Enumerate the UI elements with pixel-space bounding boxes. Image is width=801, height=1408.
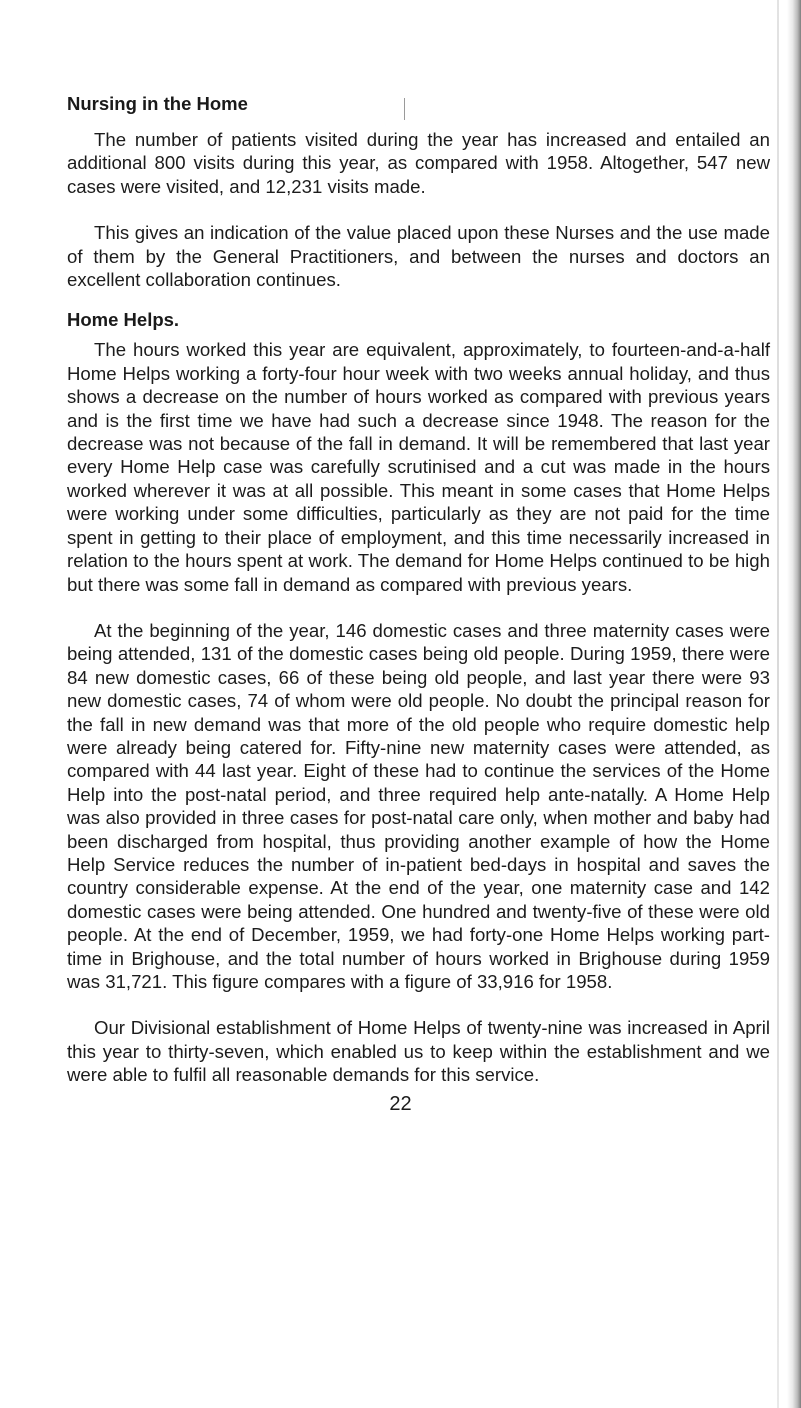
paragraph-home-helps-cases: At the beginning of the year, 146 domestic cases and three maternity cases were being attended, 131 of the domestic cases being old people. During 1959, there were 84 new domestic cases, 66 of these being old people, and last year there were 93 new domestic cases, 74 of whom were old people. No doubt the principal reason for the fall in new demand was that more of the old people who require domestic help were already being catered for. Fifty-nine new maternity cases were attended, as compared with 44 last year. Eight of these had to continue the services of the Home Help into the post-natal period, and three required help ante-natally. A Home Help was also provided in three cases for post-natal care only, when mother and baby had been discharged from hospital, thus providing another example of how the Home Help Service reduces the number of in-patient bed-days in hospital and saves the country considerable expense. At the end of the year, one maternity case and 142 domestic cases were being attended. One hundred and twenty-five of these were old people. At the end of December, 1959, we had forty-one Home Helps working part-time in Brighouse, and the total number of hours worked in Brighouse during 1959 was 31,721. This figure compares with a figure of 33,916 for 1958. [67,619,770,992]
paragraph-home-helps-establishment: Our Divisional establishment of Home Helps of twenty-nine was increased in April this year to thirty-seven, which enabled us to keep within the establishment and we were able to fulfil all reasonable demands for this service. [67,1017,770,1086]
page-number: 22 [389,1093,412,1115]
section-heading-home-helps: Home Helps. [67,309,180,331]
section-heading-nursing-in-the-home: Nursing in the Home [67,93,248,114]
scan-edge-shadow [787,0,801,1408]
paragraph-nursing-collaboration: This gives an indication of the value placed upon these Nurses and the use made of them by the General Practitioners, and between the nurses and doctors an excellent collaboration continues. [67,222,770,291]
paragraph-nursing-visits: The number of patients visited during the year has increased and entailed an additional 800 visits during this year, as compared with 1958. Altogether, 547 new cases were visited, and 12,231 visits made. [67,129,770,197]
nursing-section-body [67,128,770,291]
home-helps-section-body [67,338,770,1086]
scan-edge-line [777,0,779,1408]
text-column [67,92,770,1087]
paragraph-home-helps-hours: The hours worked this year are equivalent, approximately, to fourteen-and-a-half Home Helps working a forty-four hour week with two weeks annual holiday, and thus shows a decrease on the number of hours worked as compared with previous years and is the first time we have had such a decrease since 1948. The reason for the decrease was not because of the fall in demand. It will be remembered that last year every Home Help case was carefully scrutinised and a cut was made in the hours worked wherever it was at all possible. This meant in some cases that Home Helps were working under some difficulties, particularly as they are not paid for the time spent in getting to their place of employment, and this time necessarily increased in relation to the hours spent at work. The demand for Home Helps continued to be high but there was some fall in demand as compared with previous years. [67,339,770,595]
